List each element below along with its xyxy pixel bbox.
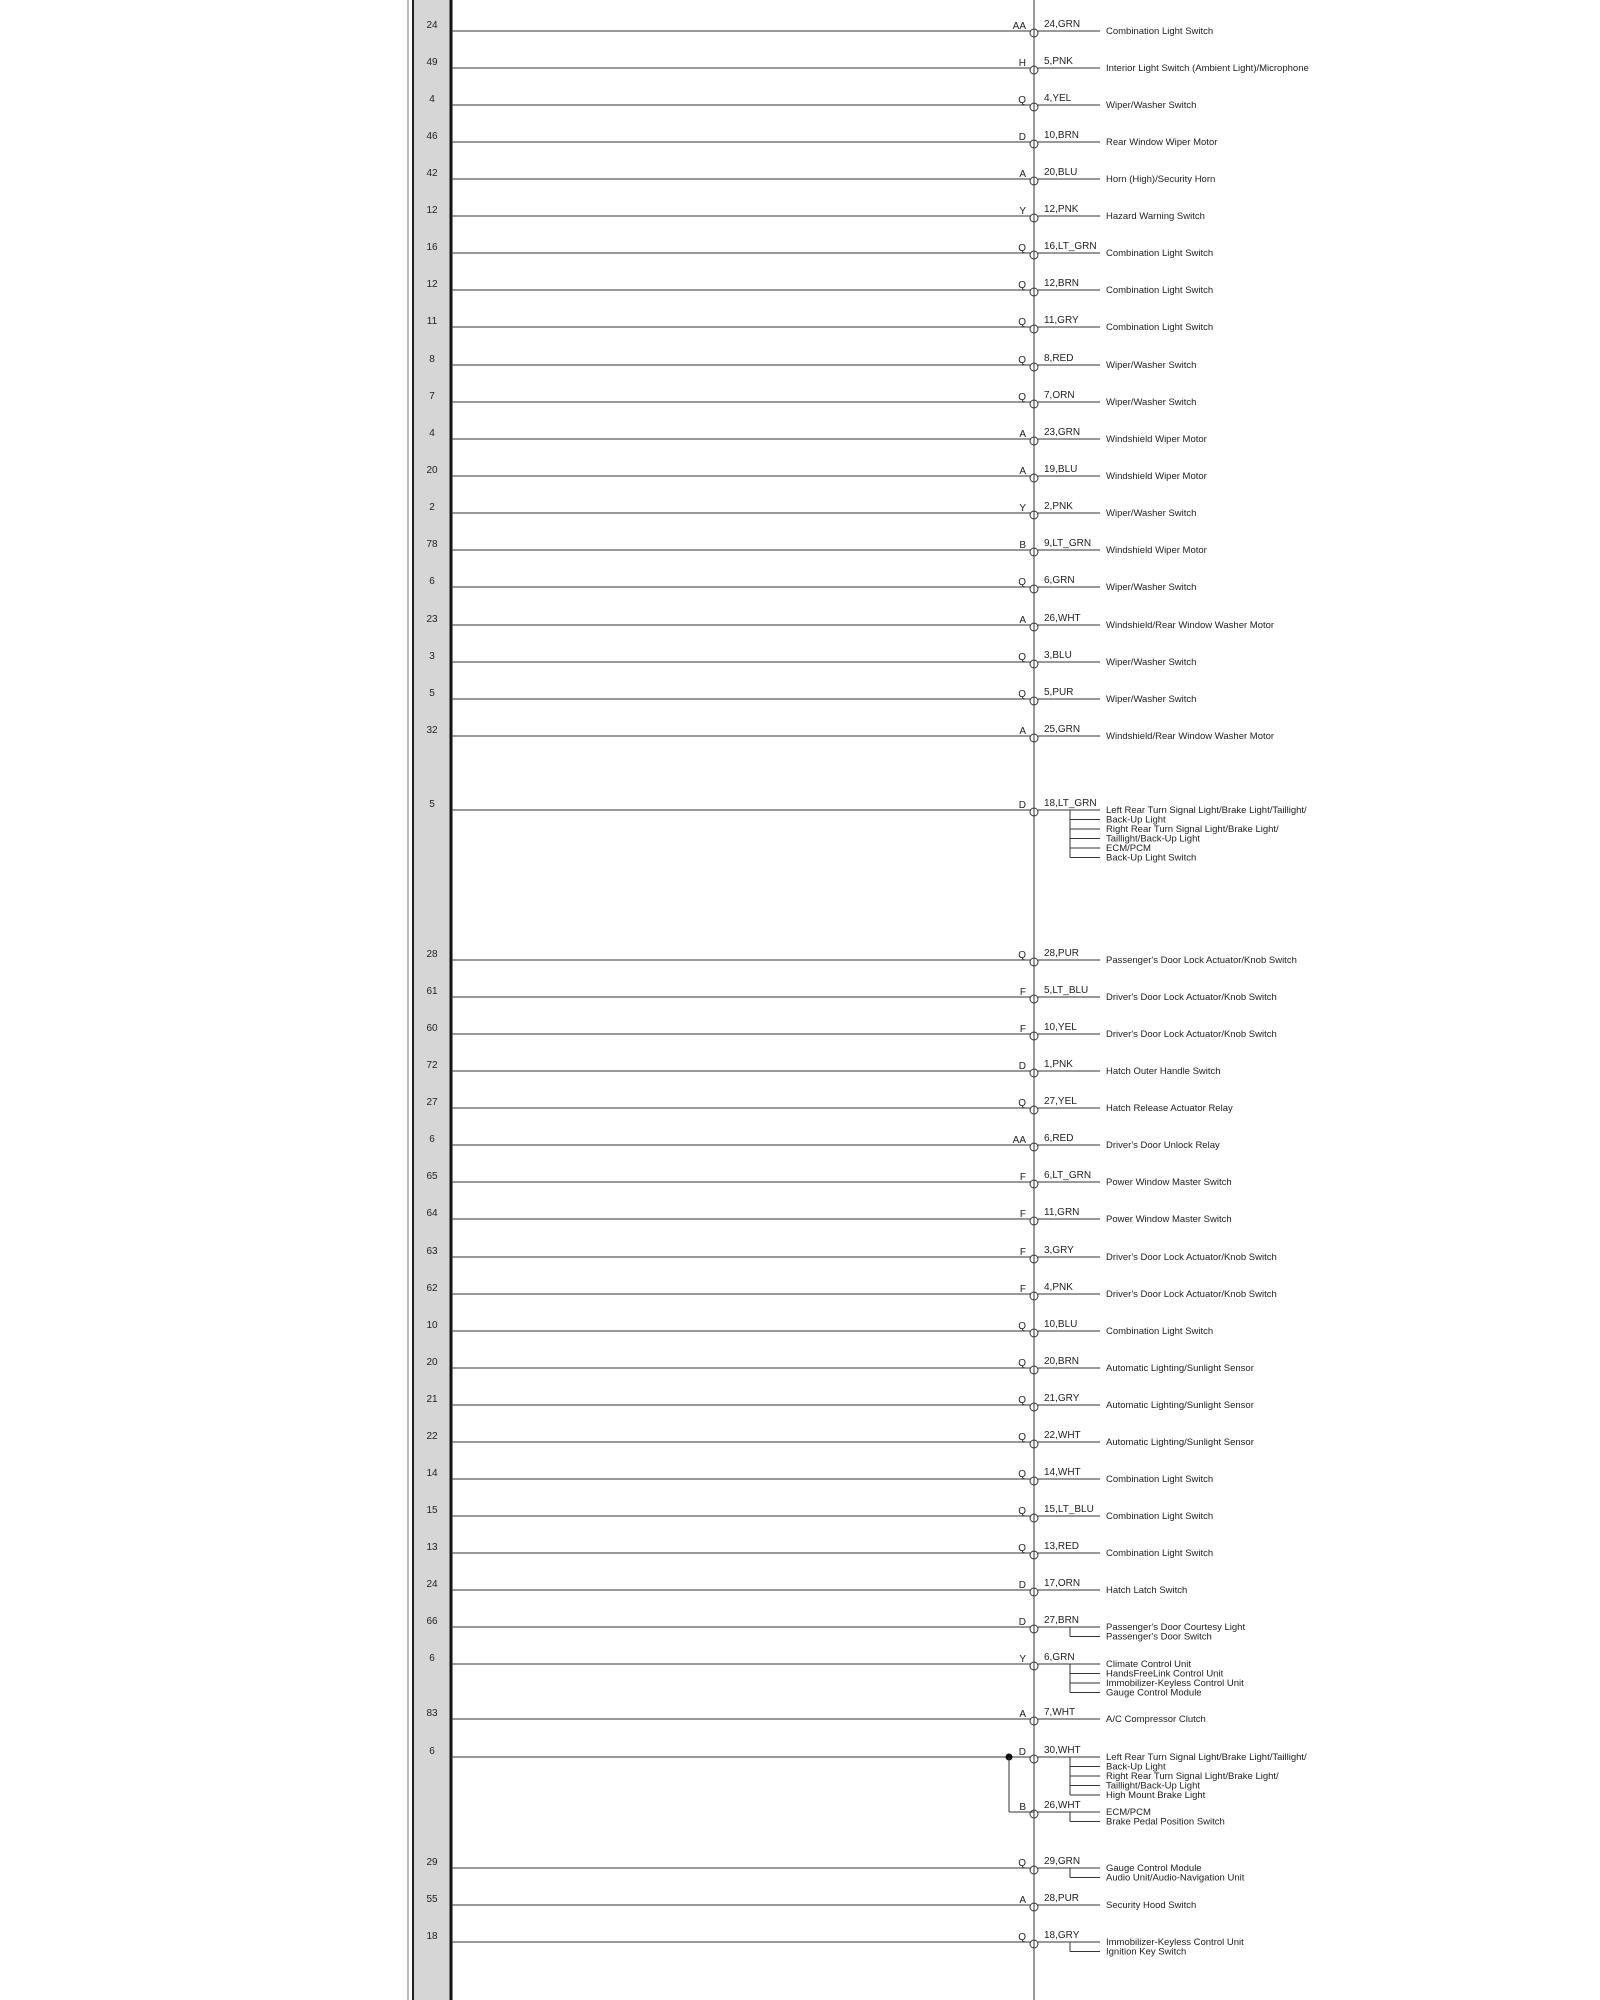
destination-label: Ignition Key Switch [1106, 1946, 1187, 1958]
wire-code: 5,PUR [1044, 687, 1074, 698]
destination-label: Combination Light Switch [1106, 26, 1214, 37]
pin-number: 12 [426, 279, 438, 290]
destination-label: HandsFreeLink Control Unit [1106, 1668, 1224, 1680]
wire-code: 22,WHT [1044, 1430, 1081, 1441]
pin-number: 6 [429, 1746, 435, 1757]
destination-label: Power Window Master Switch [1106, 1214, 1232, 1225]
connector-label: F [1019, 1284, 1026, 1295]
connector-label: A [1019, 726, 1026, 737]
wire-row [429, 575, 1196, 594]
pin-number: 49 [426, 57, 438, 68]
destination-label: Automatic Lighting/Sunlight Sensor [1106, 1363, 1254, 1374]
destination-label: Wiper/Washer Switch [1106, 582, 1197, 593]
wire-row [426, 1504, 1213, 1523]
destination-label: Audio Unit/Audio-Navigation Unit [1106, 1872, 1245, 1884]
wire-code: 5,LT_BLU [1044, 985, 1089, 996]
wire-code: 18,GRY [1044, 1930, 1080, 1941]
wire-code: 24,GRN [1044, 19, 1081, 30]
connector-label: B [1019, 1802, 1026, 1813]
pin-number: 62 [426, 1283, 438, 1294]
connector-label: Q [1018, 1321, 1026, 1332]
destination-label: Power Window Master Switch [1106, 1177, 1232, 1188]
pin-number: 60 [426, 1023, 438, 1034]
connector-label: Y [1019, 1654, 1026, 1665]
pin-number: 28 [426, 949, 438, 960]
wire-row [426, 130, 1217, 149]
connector-label: F [1019, 1209, 1026, 1220]
pin-number: 29 [426, 1857, 438, 1868]
wire-code: 2,PNK [1044, 501, 1073, 512]
destination-label: Wiper/Washer Switch [1106, 508, 1197, 519]
wire-code: 12,PNK [1044, 204, 1079, 215]
destination-label: Brake Pedal Position Switch [1106, 1816, 1225, 1828]
pin-number: 14 [426, 1468, 438, 1479]
wire-code: 3,GRY [1044, 1245, 1074, 1256]
pin-number: 22 [426, 1431, 438, 1442]
pin-number: 61 [426, 986, 438, 997]
connector-label: F [1019, 1247, 1026, 1258]
connector-label: D [1018, 1580, 1026, 1591]
connector-label: Q [1018, 1858, 1026, 1869]
destination-label: Combination Light Switch [1106, 1326, 1214, 1337]
wire-code: 6,RED [1044, 1133, 1074, 1144]
wire-code: 12,BRN [1044, 278, 1080, 289]
pin-number: 12 [426, 205, 438, 216]
wire-code: 11,GRY [1044, 315, 1079, 326]
connector-label: H [1018, 58, 1026, 69]
connector-label: Q [1018, 689, 1026, 700]
pin-number: 4 [429, 428, 435, 439]
pin-number: 66 [426, 1616, 438, 1627]
wire-row [1019, 1800, 1224, 1828]
connector-label: Q [1018, 1395, 1026, 1406]
destination-label: Right Rear Turn Signal Light/Brake Light/ [1106, 1771, 1279, 1782]
connector-label: Q [1018, 577, 1026, 588]
wire-row [429, 1745, 1307, 1801]
connector-label: Q [1018, 243, 1026, 254]
wire-row [426, 167, 1215, 186]
connector-label: Q [1018, 1469, 1026, 1480]
destination-label: Wiper/Washer Switch [1106, 657, 1197, 668]
wire-code: 19,BLU [1044, 464, 1078, 475]
destination-label: Taillight/Back-Up Light [1106, 1780, 1200, 1792]
wire-row [426, 1467, 1213, 1486]
connector-label: Q [1018, 280, 1026, 291]
destination-label: Immobilizer-Keyless Control Unit [1106, 1678, 1244, 1689]
wire-code: 1,PNK [1044, 1059, 1073, 1070]
destination-label: Wiper/Washer Switch [1106, 694, 1197, 705]
wire-row [429, 1652, 1244, 1699]
destination-label: Driver's Door Lock Actuator/Knob Switch [1106, 1029, 1277, 1040]
destination-label: Driver's Door Lock Actuator/Knob Switch [1106, 1289, 1277, 1300]
destination-label: Passenger's Door Lock Actuator/Knob Switch [1106, 955, 1297, 966]
connector-label: A [1019, 1709, 1026, 1720]
connector-label: F [1019, 987, 1026, 998]
wire-code: 10,BLU [1044, 1319, 1078, 1330]
pin-number: 11 [426, 316, 438, 327]
pin-number: 64 [426, 1208, 438, 1219]
destination-label: Climate Control Unit [1106, 1659, 1191, 1670]
wire-row [426, 241, 1213, 260]
wire-row [426, 1356, 1253, 1375]
pin-number: 3 [429, 651, 435, 662]
connector-label: A [1019, 466, 1026, 477]
destination-label: Rear Window Wiper Motor [1106, 137, 1218, 148]
pin-number: 32 [426, 725, 438, 736]
connector-label: F [1019, 1024, 1026, 1035]
wire-code: 16,LT_GRN [1044, 241, 1097, 252]
wire-row [429, 501, 1196, 520]
connector-label: B [1019, 540, 1026, 551]
destination-label: Interior Light Switch (Ambient Light)/Microphone [1106, 63, 1309, 74]
wire-row [426, 1319, 1213, 1338]
connector-label: Q [1018, 1932, 1026, 1943]
pin-number: 46 [426, 131, 438, 142]
wire-code: 21,GRY [1044, 1393, 1080, 1404]
destination-label: Left Rear Turn Signal Light/Brake Light/Taillight/ [1106, 1752, 1307, 1763]
wire-code: 11,GRN [1044, 1207, 1080, 1218]
wire-row [426, 1893, 1196, 1912]
connector-label: A [1019, 429, 1026, 440]
pin-number: 24 [426, 20, 438, 31]
wire-code: 26,WHT [1044, 613, 1081, 624]
connector-label: D [1018, 800, 1026, 811]
destination-label: Driver's Door Unlock Relay [1106, 1140, 1220, 1151]
wire-code: 23,GRN [1044, 427, 1081, 438]
wire-row [426, 1393, 1253, 1412]
wire-row [426, 1022, 1276, 1041]
pin-number: 23 [426, 614, 438, 625]
destination-label: Hatch Outer Handle Switch [1106, 1066, 1221, 1077]
connector-label: Q [1018, 1543, 1026, 1554]
pin-number: 16 [426, 242, 438, 253]
destination-label: Driver's Door Lock Actuator/Knob Switch [1106, 1252, 1277, 1263]
pin-number: 5 [429, 688, 435, 699]
pin-number: 6 [429, 576, 435, 587]
destination-label: Windshield Wiper Motor [1106, 471, 1207, 482]
destination-label: Passenger's Door Switch [1106, 1631, 1212, 1643]
wire-code: 6,GRN [1044, 575, 1075, 586]
connector-label: Q [1018, 317, 1026, 328]
wire-code: 10,BRN [1044, 130, 1080, 141]
pin-number: 63 [426, 1246, 438, 1257]
pin-number: 5 [429, 799, 435, 810]
wire-code: 13,RED [1044, 1541, 1080, 1552]
destination-label: Combination Light Switch [1106, 1511, 1214, 1522]
pin-number: 24 [426, 1579, 438, 1590]
wire-code: 15,LT_BLU [1044, 1504, 1094, 1515]
destination-label: Hatch Latch Switch [1106, 1585, 1188, 1596]
destination-label: Windshield Wiper Motor [1106, 545, 1207, 556]
pin-number: 18 [426, 1931, 438, 1942]
wire-row [426, 1541, 1213, 1560]
wire-row [426, 1578, 1187, 1597]
wire-code: 7,ORN [1044, 390, 1075, 401]
destination-label: Wiper/Washer Switch [1106, 100, 1197, 111]
wire-row [426, 278, 1213, 297]
destination-label: Wiper/Washer Switch [1106, 360, 1197, 371]
wire-code: 27,BRN [1044, 1615, 1080, 1626]
wire-code: 28,PUR [1044, 948, 1080, 959]
wire-code: 27,YEL [1044, 1096, 1077, 1107]
destination-label: Horn (High)/Security Horn [1106, 174, 1216, 185]
pin-number: 78 [426, 539, 438, 550]
pin-number: 4 [429, 94, 435, 105]
destination-label: Windshield/Rear Window Washer Motor [1106, 620, 1275, 631]
wire-row [429, 1133, 1220, 1152]
wire-row [426, 948, 1296, 967]
wire-code: 20,BRN [1044, 1356, 1080, 1367]
wire-code: 18,LT_GRN [1044, 798, 1097, 809]
pin-number: 20 [426, 1357, 438, 1368]
control-unit-body [413, 0, 451, 2000]
connector-label: Q [1018, 1506, 1026, 1517]
connector-label: Y [1019, 206, 1026, 217]
pin-number: 72 [426, 1060, 438, 1071]
pin-number: 20 [426, 465, 438, 476]
destination-label: ECM/PCM [1106, 843, 1151, 854]
connector-label: Q [1018, 1098, 1026, 1109]
connector-label: D [1018, 132, 1026, 143]
wire-row [426, 1615, 1245, 1643]
wire-row [426, 1059, 1220, 1078]
pin-number: 7 [429, 391, 435, 402]
destination-label: Wiper/Washer Switch [1106, 397, 1197, 408]
connector-label: Q [1018, 652, 1026, 663]
wire-row [426, 1245, 1276, 1264]
pin-number: 21 [426, 1394, 438, 1405]
wire-code: 14,WHT [1044, 1467, 1081, 1478]
connector-label: AA [1012, 21, 1026, 32]
wire-row [426, 1096, 1233, 1115]
destination-label: Gauge Control Module [1106, 1863, 1202, 1874]
destination-label: Left Rear Turn Signal Light/Brake Light/Taillight/ [1106, 805, 1307, 816]
connector-label: Q [1018, 355, 1026, 366]
wire-code: 7,WHT [1044, 1707, 1076, 1718]
wire-row [429, 353, 1196, 372]
wire-row [426, 1707, 1205, 1726]
pin-number: 65 [426, 1171, 438, 1182]
wire-row [426, 613, 1274, 632]
destination-label: Back-Up Light [1106, 814, 1166, 826]
destination-label: ECM/PCM [1106, 1807, 1151, 1818]
wire-row [429, 93, 1196, 112]
connector-label: Q [1018, 95, 1026, 106]
connector-label: D [1018, 1617, 1026, 1628]
destination-label: Passenger's Door Courtesy Light [1106, 1622, 1246, 1633]
wire-code: 20,BLU [1044, 167, 1078, 178]
wire-row [429, 687, 1196, 706]
wire-code: 3,BLU [1044, 650, 1072, 661]
connector-label: A [1019, 1895, 1026, 1906]
wire-row [427, 315, 1213, 334]
wire-code: 30,WHT [1044, 1745, 1081, 1756]
pin-number: 2 [429, 502, 435, 513]
wire-row [426, 538, 1206, 557]
wire-code: 26,WHT [1044, 1800, 1081, 1811]
destination-label: Combination Light Switch [1106, 322, 1214, 333]
destination-label: Automatic Lighting/Sunlight Sensor [1106, 1400, 1254, 1411]
destination-label: Combination Light Switch [1106, 248, 1214, 259]
destination-label: Taillight/Back-Up Light [1106, 833, 1200, 845]
pin-number: 13 [426, 1542, 438, 1553]
wire-row [426, 1282, 1276, 1301]
destination-label: Combination Light Switch [1106, 1548, 1214, 1559]
wire-code: 17,ORN [1044, 1578, 1081, 1589]
wire-row [426, 19, 1213, 38]
connector-label: A [1019, 615, 1026, 626]
connector-label: F [1019, 1172, 1026, 1183]
connector-label: Q [1018, 1432, 1026, 1443]
wire-row [426, 204, 1204, 223]
pin-number: 6 [429, 1653, 435, 1664]
wire-row [429, 650, 1196, 669]
pin-number: 83 [426, 1708, 438, 1719]
destination-label: Driver's Door Lock Actuator/Knob Switch [1106, 992, 1277, 1003]
destination-label: Windshield Wiper Motor [1106, 434, 1207, 445]
wire-row [426, 1170, 1231, 1189]
wire-row [426, 56, 1308, 75]
destination-label: Back-Up Light Switch [1106, 852, 1197, 864]
wire-row [426, 1207, 1231, 1226]
destination-label: Automatic Lighting/Sunlight Sensor [1106, 1437, 1254, 1448]
pin-number: 6 [429, 1134, 435, 1145]
wire-code: 4,PNK [1044, 1282, 1073, 1293]
pin-number: 42 [426, 168, 438, 179]
connector-label: D [1018, 1061, 1026, 1072]
destination-label: Right Rear Turn Signal Light/Brake Light/ [1106, 824, 1279, 835]
wire-code: 9,LT_GRN [1044, 538, 1092, 549]
connector-label: Y [1019, 503, 1026, 514]
pin-number: 15 [426, 1505, 438, 1516]
destination-label: Immobilizer-Keyless Control Unit [1106, 1937, 1244, 1948]
wire-row [426, 1856, 1244, 1884]
destination-label: Back-Up Light [1106, 1761, 1166, 1773]
wire-row [426, 724, 1274, 743]
wire-code: 8,RED [1044, 353, 1074, 364]
wire-row [429, 427, 1207, 446]
wire-code: 28,PUR [1044, 1893, 1080, 1904]
wire-code: 10,YEL [1044, 1022, 1077, 1033]
wire-code: 5,PNK [1044, 56, 1073, 67]
wire-row [426, 1430, 1253, 1449]
wire-row [429, 390, 1196, 409]
destination-label: Windshield/Rear Window Washer Motor [1106, 731, 1275, 742]
connector-label: A [1019, 169, 1026, 180]
destination-label: Combination Light Switch [1106, 1474, 1214, 1485]
destination-label: Security Hood Switch [1106, 1900, 1197, 1911]
destination-label: Hatch Release Actuator Relay [1106, 1103, 1233, 1114]
wire-row [426, 985, 1276, 1004]
pin-number: 55 [426, 1894, 438, 1905]
pin-number: 27 [426, 1097, 438, 1108]
destination-label: High Mount Brake Light [1106, 1790, 1206, 1801]
pin-number: 8 [429, 354, 435, 365]
wire-code: 4,YEL [1044, 93, 1072, 104]
wire-code: 6,GRN [1044, 1652, 1075, 1663]
connector-label: D [1018, 1747, 1026, 1758]
destination-label: Combination Light Switch [1106, 285, 1214, 296]
wire-code: 25,GRN [1044, 724, 1081, 735]
destination-label: Hazard Warning Switch [1106, 211, 1205, 222]
connector-label: Q [1018, 950, 1026, 961]
destination-label: A/C Compressor Clutch [1106, 1714, 1206, 1725]
connector-label: Q [1018, 392, 1026, 403]
wire-row [426, 1930, 1244, 1958]
connector-label: AA [1012, 1135, 1026, 1146]
wire-code: 29,GRN [1044, 1856, 1081, 1867]
wire-row [429, 798, 1307, 864]
wire-row [426, 464, 1206, 483]
destination-label: Gauge Control Module [1106, 1687, 1202, 1699]
pin-number: 10 [426, 1320, 438, 1331]
wire-code: 6,LT_GRN [1044, 1170, 1092, 1181]
connector-label: Q [1018, 1358, 1026, 1369]
